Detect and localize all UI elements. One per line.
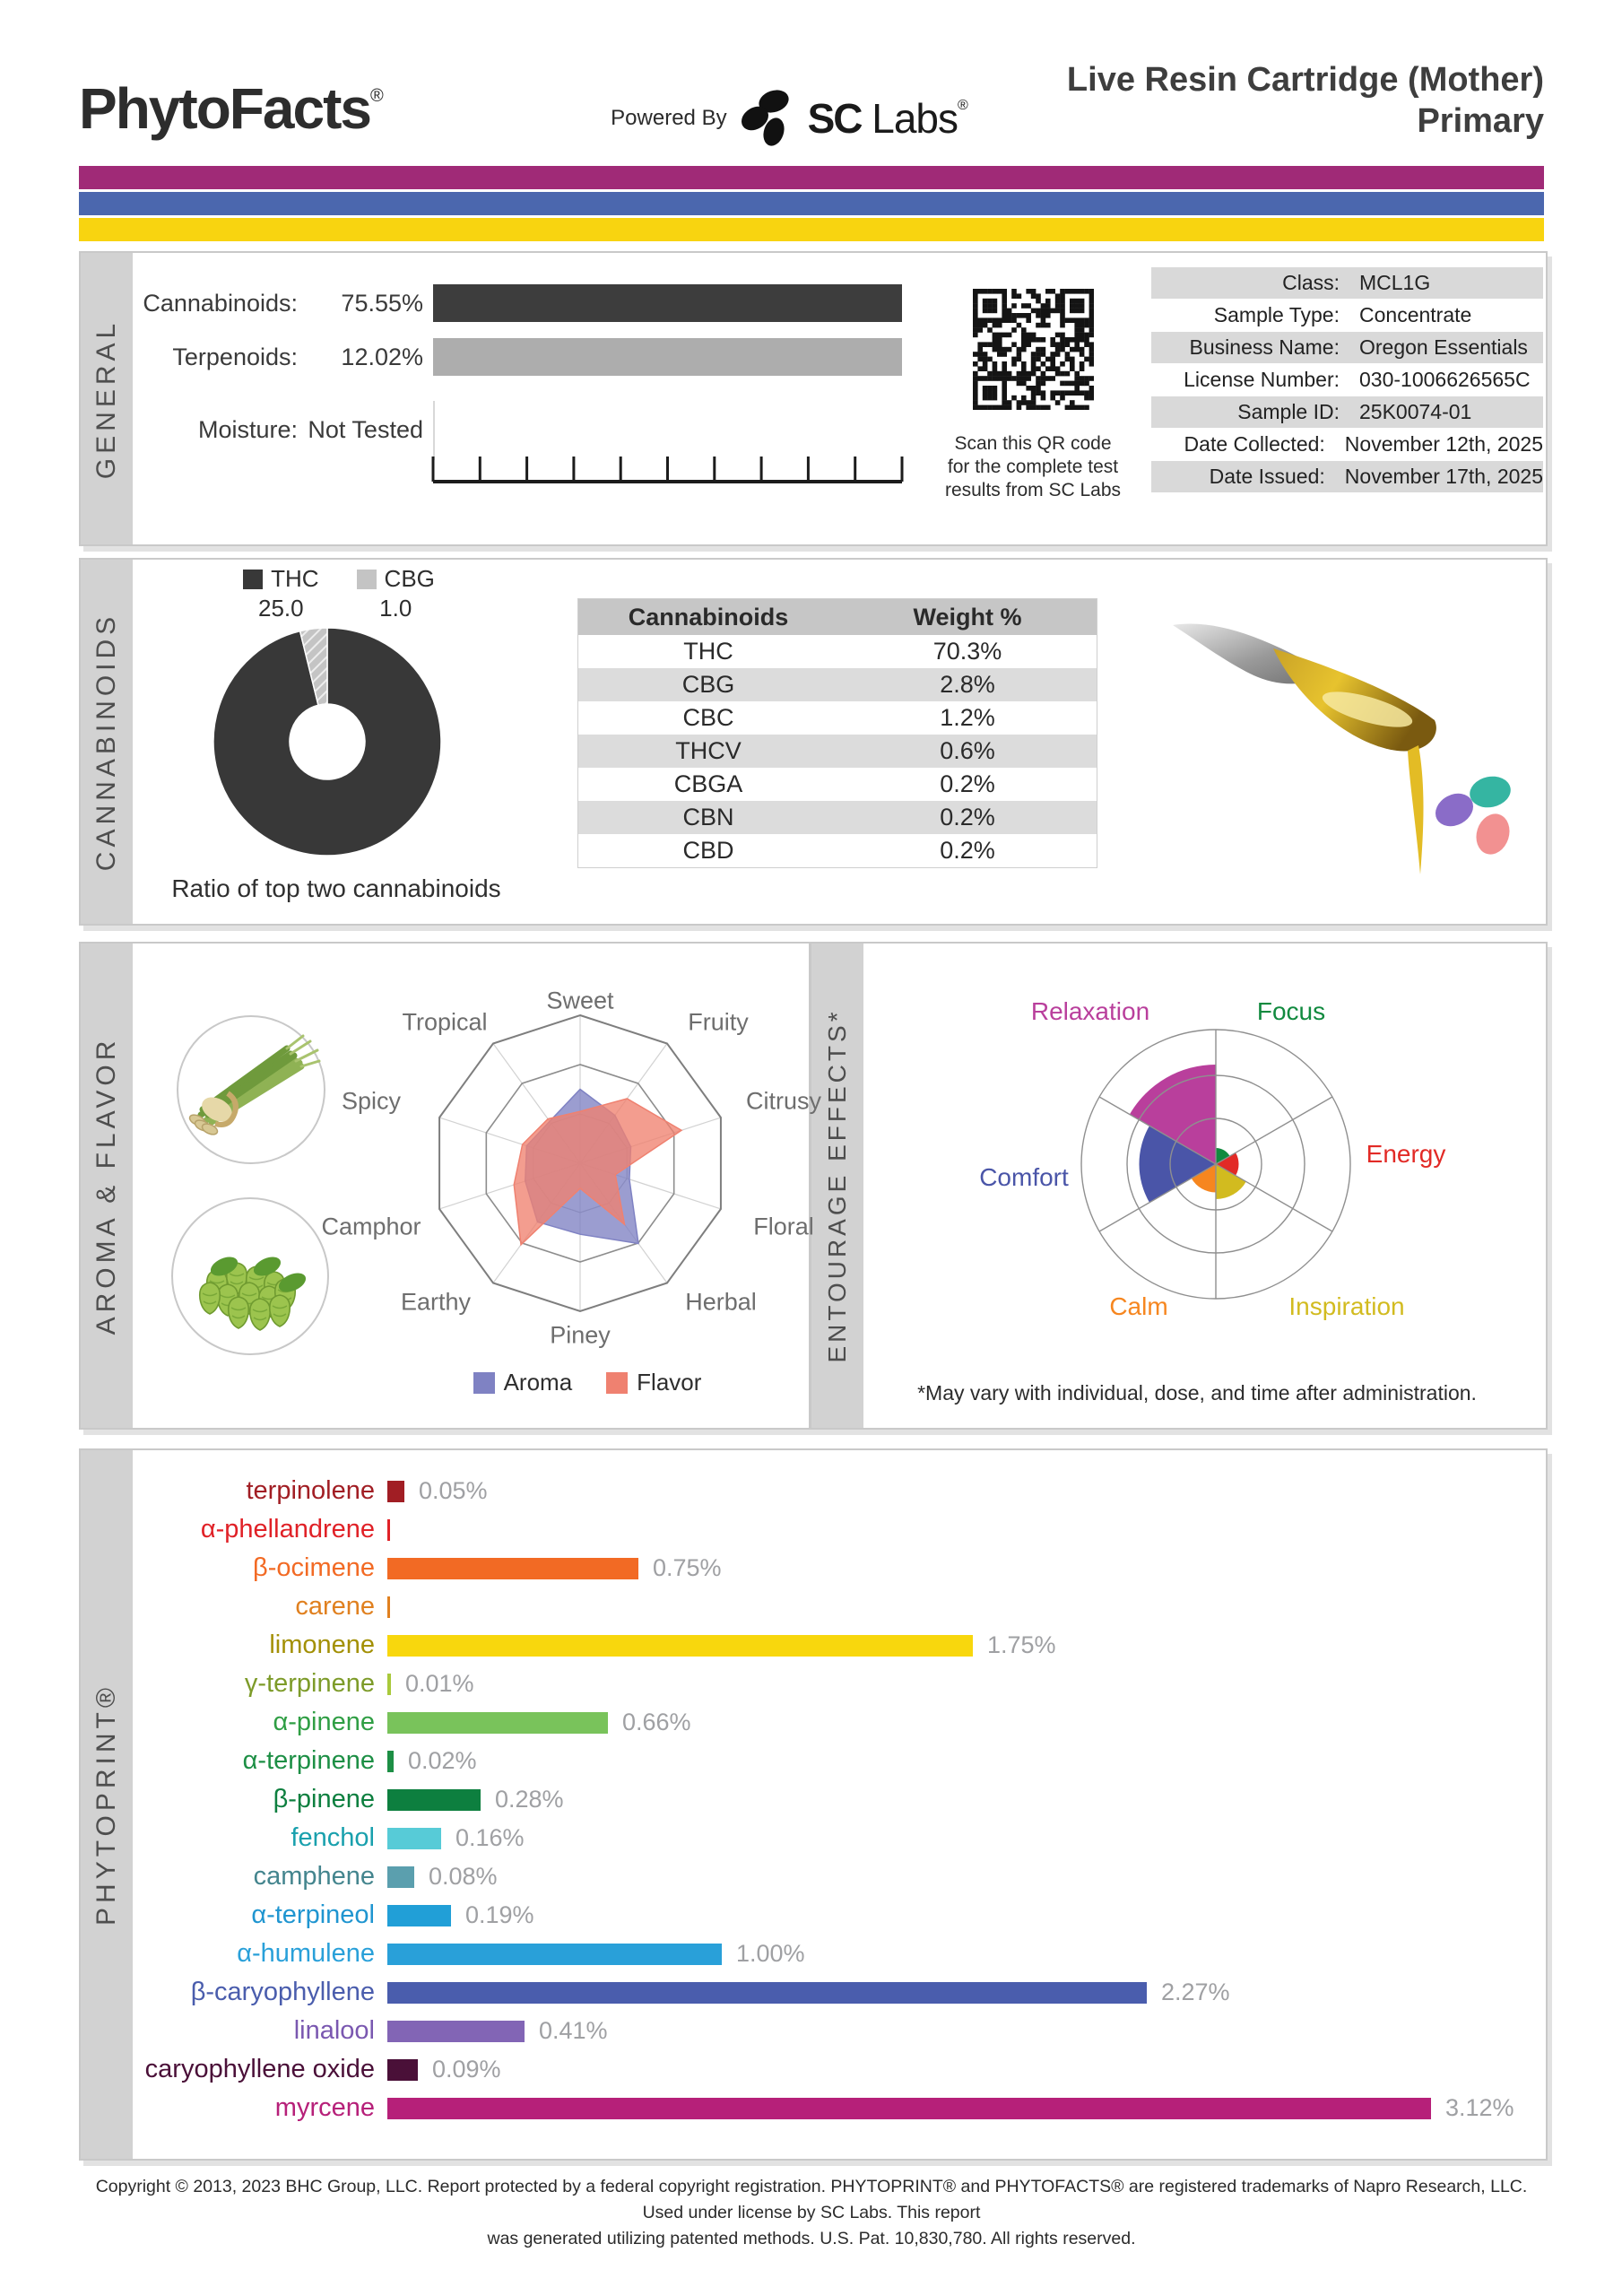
terpene-row [134, 1896, 1539, 1935]
header-bar-0 [79, 166, 1544, 189]
entourage-label-calm: Calm [1109, 1292, 1168, 1320]
terpene-bar [387, 1982, 1147, 2004]
terpene-value: 0.66% [622, 1709, 691, 1735]
stat-value: Not Tested [308, 415, 423, 443]
lemongrass-image [176, 1014, 326, 1165]
cannabinoid-table-header [578, 599, 1097, 635]
entourage-section-strip [811, 944, 863, 1428]
entourage-polar-chart [1079, 1027, 1353, 1301]
legend-value: 25.0 [258, 595, 304, 622]
cannabinoid-ratio-donut [210, 624, 445, 859]
info-row [1151, 332, 1543, 363]
terpene-bar [387, 1674, 391, 1695]
terpene-name: α-humulene [237, 1939, 375, 1968]
stat-value: 12.02% [341, 343, 423, 370]
terpene-row [134, 1510, 1539, 1549]
radar-label-tropical: Tropical [402, 1008, 488, 1036]
terpene-value: 0.28% [495, 1786, 564, 1813]
terpene-value: 0.41% [539, 2017, 608, 2044]
cannabinoid-weight: 0.2% [940, 804, 995, 831]
info-value: Oregon Essentials [1359, 335, 1528, 359]
qr-caption-line: for the complete test [947, 457, 1119, 477]
col-header: Weight % [913, 603, 1022, 631]
terpene-bar [387, 1828, 441, 1849]
sample-info-table [1151, 267, 1543, 493]
qr-caption-line: results from SC Labs [944, 480, 1122, 500]
terpene-name: α-terpinene [242, 1746, 375, 1775]
cannabinoid-name: CBD [682, 837, 734, 864]
terpene-row [134, 1935, 1539, 1973]
donut-legend-top [357, 565, 435, 593]
cannabinoid-weight: 2.8% [940, 671, 995, 698]
info-row [1151, 461, 1543, 492]
cannabinoid-name: CBC [682, 704, 734, 731]
header-bar-2 [79, 218, 1544, 241]
hops-image [170, 1196, 330, 1356]
terpene-name: caryophyllene oxide [144, 2055, 375, 2083]
info-value: MCL1G [1359, 271, 1431, 294]
aroma-flavor-radar [412, 996, 748, 1331]
stat-bar [433, 338, 902, 376]
stat-label: Cannabinoids: [143, 289, 298, 317]
donut-legend-item [357, 565, 435, 622]
aroma-flavor-section-label: AROMA & FLAVOR [91, 1036, 121, 1335]
sclabs-dots-icon [742, 90, 794, 147]
copyright-footer [85, 2174, 1538, 2252]
aroma-flavor-section-strip [81, 944, 133, 1428]
radar-label-floral: Floral [753, 1213, 814, 1240]
terpene-name: β-ocimene [253, 1553, 375, 1582]
entourage-label-energy: Energy [1366, 1140, 1446, 1168]
powered-by-block [538, 86, 1040, 151]
entourage-label-inspiration: Inspiration [1288, 1292, 1405, 1320]
terpene-row [134, 1819, 1539, 1857]
cannabinoid-weight: 70.3% [932, 638, 1002, 665]
phytofacts-logo-text: PhytoFacts [79, 76, 370, 141]
aroma-flavor-legend [457, 1369, 717, 1396]
terpene-bar-chart [134, 1472, 1539, 2127]
cannabinoid-name: CBN [682, 804, 734, 831]
cannabinoid-name: CBG [681, 671, 735, 698]
entourage-label-comfort: Comfort [979, 1163, 1069, 1191]
info-value: November 17th, 2025 [1344, 465, 1543, 488]
donut-caption: Ratio of top two cannabinoids [171, 874, 501, 902]
info-label: Date Issued: [1209, 465, 1325, 488]
terpene-name: α-pinene [273, 1708, 375, 1736]
powered-by-label: Powered By [611, 106, 727, 130]
terpene-row [134, 2089, 1539, 2127]
terpene-bar [387, 1905, 451, 1926]
report-title-line2: Primary [1417, 102, 1544, 140]
cannabinoid-row [578, 768, 1097, 801]
radar-label-piney: Piney [550, 1321, 611, 1349]
info-value: Concentrate [1359, 303, 1472, 326]
info-value: 25K0074-01 [1359, 400, 1472, 423]
terpene-name: β-caryophyllene [190, 1978, 375, 2006]
stat-bar [433, 284, 902, 322]
terpene-name: γ-terpinene [244, 1669, 375, 1698]
qr-caption-line: Scan this QR code [954, 433, 1112, 454]
terpene-value: 2.27% [1161, 1979, 1230, 2005]
cannabinoid-name: CBGA [673, 770, 743, 797]
terpene-name: fenchol [291, 1823, 375, 1852]
terpene-name: myrcene [274, 2093, 375, 2122]
info-row [1151, 429, 1543, 460]
terpene-bar [387, 1751, 394, 1772]
terpene-value: 0.08% [429, 1863, 498, 1890]
copyright-line2: was generated utilizing patented methods. U.S. Pat. 10,830,780. All rights reserved. [487, 2229, 1136, 2248]
terpene-row [134, 1472, 1539, 1510]
sclabs-rest: Labs [861, 95, 958, 142]
terpene-name: α-phellandrene [200, 1515, 375, 1544]
concentrate-photo [1166, 578, 1533, 901]
terpene-name: terpinolene [246, 1476, 375, 1505]
info-row [1151, 300, 1543, 331]
cannabinoid-weight: 1.2% [940, 704, 995, 731]
cannabinoid-name: THCV [675, 737, 742, 764]
phytofacts-logo [79, 75, 384, 142]
terpene-row [134, 1857, 1539, 1896]
terpene-bar [387, 2059, 418, 2081]
terpene-name: camphene [253, 1862, 375, 1891]
terpene-bar [387, 1558, 638, 1579]
copyright-line1: Copyright © 2013, 2023 BHC Group, LLC. Report protected by a federal copyright registration. PHYTOPRINT® and PHYTOFACTS® are registered trademarks of Napro Research, LLC. Used under license by SC Labs. This report [95, 2177, 1528, 2222]
general-section-strip [81, 253, 133, 544]
terpene-row [134, 1626, 1539, 1665]
legend-label: CBG [384, 565, 435, 592]
phytoprint-section-strip [81, 1450, 133, 2159]
qr-code [973, 289, 1094, 410]
terpene-row [134, 2012, 1539, 2050]
cannabinoid-weight: 0.2% [940, 770, 995, 797]
entourage-label-focus: Focus [1256, 997, 1326, 1025]
terpene-row [134, 1780, 1539, 1819]
entourage-label-relaxation: Relaxation [1030, 997, 1150, 1025]
terpene-name: linalool [293, 2016, 375, 2045]
terpene-value: 3.12% [1445, 2094, 1514, 2121]
cannabinoids-table [577, 598, 1097, 868]
cannabinoid-row [578, 834, 1097, 867]
registered-mark: ® [369, 86, 384, 106]
radar-label-sweet: Sweet [546, 987, 614, 1014]
terpene-bar [387, 2021, 525, 2042]
sclabs-bold: SC [807, 95, 862, 142]
general-section-label: GENERAL [91, 318, 121, 479]
stat-label: Moisture: [197, 415, 298, 443]
terpene-row [134, 1549, 1539, 1587]
terpene-row [134, 2050, 1539, 2089]
cannabinoid-row [578, 701, 1097, 735]
terpene-name: limonene [269, 1631, 375, 1659]
terpene-row [134, 1665, 1539, 1703]
radar-label-earthy: Earthy [400, 1288, 472, 1316]
terpene-row [134, 1703, 1539, 1742]
terpene-row [134, 1587, 1539, 1626]
legend-swatch [473, 1372, 495, 1394]
donut-legend-item [243, 565, 318, 622]
terpene-row [134, 1742, 1539, 1780]
stat-value: 75.55% [341, 289, 423, 317]
terpene-bar [387, 1866, 414, 1888]
phytoprint-section-label: PHYTOPRINT® [91, 1683, 121, 1926]
terpene-value: 0.75% [653, 1554, 722, 1581]
radar-label-citrusy: Citrusy [745, 1087, 822, 1115]
aroma-flavor-legend-item [606, 1369, 701, 1396]
col-header: Cannabinoids [628, 603, 789, 631]
legend-swatch [606, 1372, 628, 1394]
terpene-name: β-pinene [273, 1785, 375, 1813]
terpene-value: 0.16% [455, 1824, 525, 1851]
terpene-bar [387, 1635, 973, 1657]
terpene-value: 0.19% [465, 1901, 534, 1928]
sclabs-logo-text [808, 94, 967, 143]
cannabinoid-weight: 0.6% [940, 737, 995, 764]
legend-value: 1.0 [379, 595, 412, 622]
registered-mark: ® [958, 98, 967, 113]
info-label: Sample ID: [1237, 400, 1340, 423]
radar-label-camphor: Camphor [321, 1213, 421, 1240]
legend-label: THC [271, 565, 319, 592]
info-row [1151, 364, 1543, 396]
radar-label-herbal: Herbal [685, 1288, 757, 1316]
stat-label: Terpenoids: [172, 343, 298, 370]
donut-legend [222, 565, 455, 622]
radar-label-spicy: Spicy [341, 1087, 402, 1115]
report-title-line1: Live Resin Cartridge (Mother) [1066, 61, 1544, 99]
legend-label: Aroma [503, 1369, 573, 1396]
legend-swatch [357, 570, 377, 589]
entourage-footnote: *May vary with individual, dose, and time after administration. [917, 1381, 1477, 1405]
info-label: License Number: [1184, 368, 1340, 391]
info-label: Date Collected: [1184, 432, 1325, 456]
cannabinoid-weight: 0.2% [940, 837, 995, 864]
cannabinoid-row [578, 735, 1097, 768]
terpene-bar [387, 1481, 404, 1502]
terpene-value: 0.05% [419, 1477, 488, 1504]
cannabinoid-row [578, 668, 1097, 701]
terpene-bar [387, 1596, 390, 1618]
info-row [1151, 267, 1543, 299]
cannabinoid-row [578, 801, 1097, 834]
terpene-bar [387, 1519, 390, 1541]
terpene-value: 0.01% [405, 1670, 474, 1697]
terpene-row [134, 1973, 1539, 2012]
donut-legend-top [243, 565, 318, 593]
terpene-bar [387, 2098, 1431, 2119]
cannabinoids-section-label: CANNABINOIDS [91, 612, 121, 872]
info-label: Business Name: [1189, 335, 1340, 359]
info-label: Class: [1282, 271, 1340, 294]
info-row [1151, 396, 1543, 428]
legend-label: Flavor [637, 1369, 702, 1396]
terpene-bar [387, 1789, 481, 1811]
terpene-value: 0.09% [432, 2056, 501, 2083]
cannabinoid-name: THC [683, 638, 733, 665]
info-value: November 12th, 2025 [1344, 432, 1543, 456]
terpene-bar [387, 1712, 608, 1734]
terpene-bar [387, 1944, 722, 1965]
cannabinoid-row [578, 635, 1097, 668]
report-title [1067, 59, 1544, 142]
terpene-value: 1.75% [987, 1631, 1056, 1658]
info-label: Sample Type: [1213, 303, 1340, 326]
terpene-name: α-terpineol [251, 1900, 375, 1929]
scale-ruler [429, 444, 906, 485]
terpene-value: 1.00% [736, 1940, 805, 1967]
cannabinoids-section-strip [81, 560, 133, 924]
legend-swatch [243, 570, 263, 589]
aroma-flavor-legend-item [473, 1369, 573, 1396]
terpene-name: carene [295, 1592, 375, 1621]
qr-caption [943, 432, 1123, 502]
terpene-value: 0.02% [408, 1747, 477, 1774]
header-bar-1 [79, 192, 1544, 215]
radar-label-fruity: Fruity [688, 1008, 749, 1036]
info-value: 030-1006626565C [1359, 368, 1531, 391]
entourage-section-label: ENTOURAGE EFFECTS* [823, 1008, 851, 1363]
